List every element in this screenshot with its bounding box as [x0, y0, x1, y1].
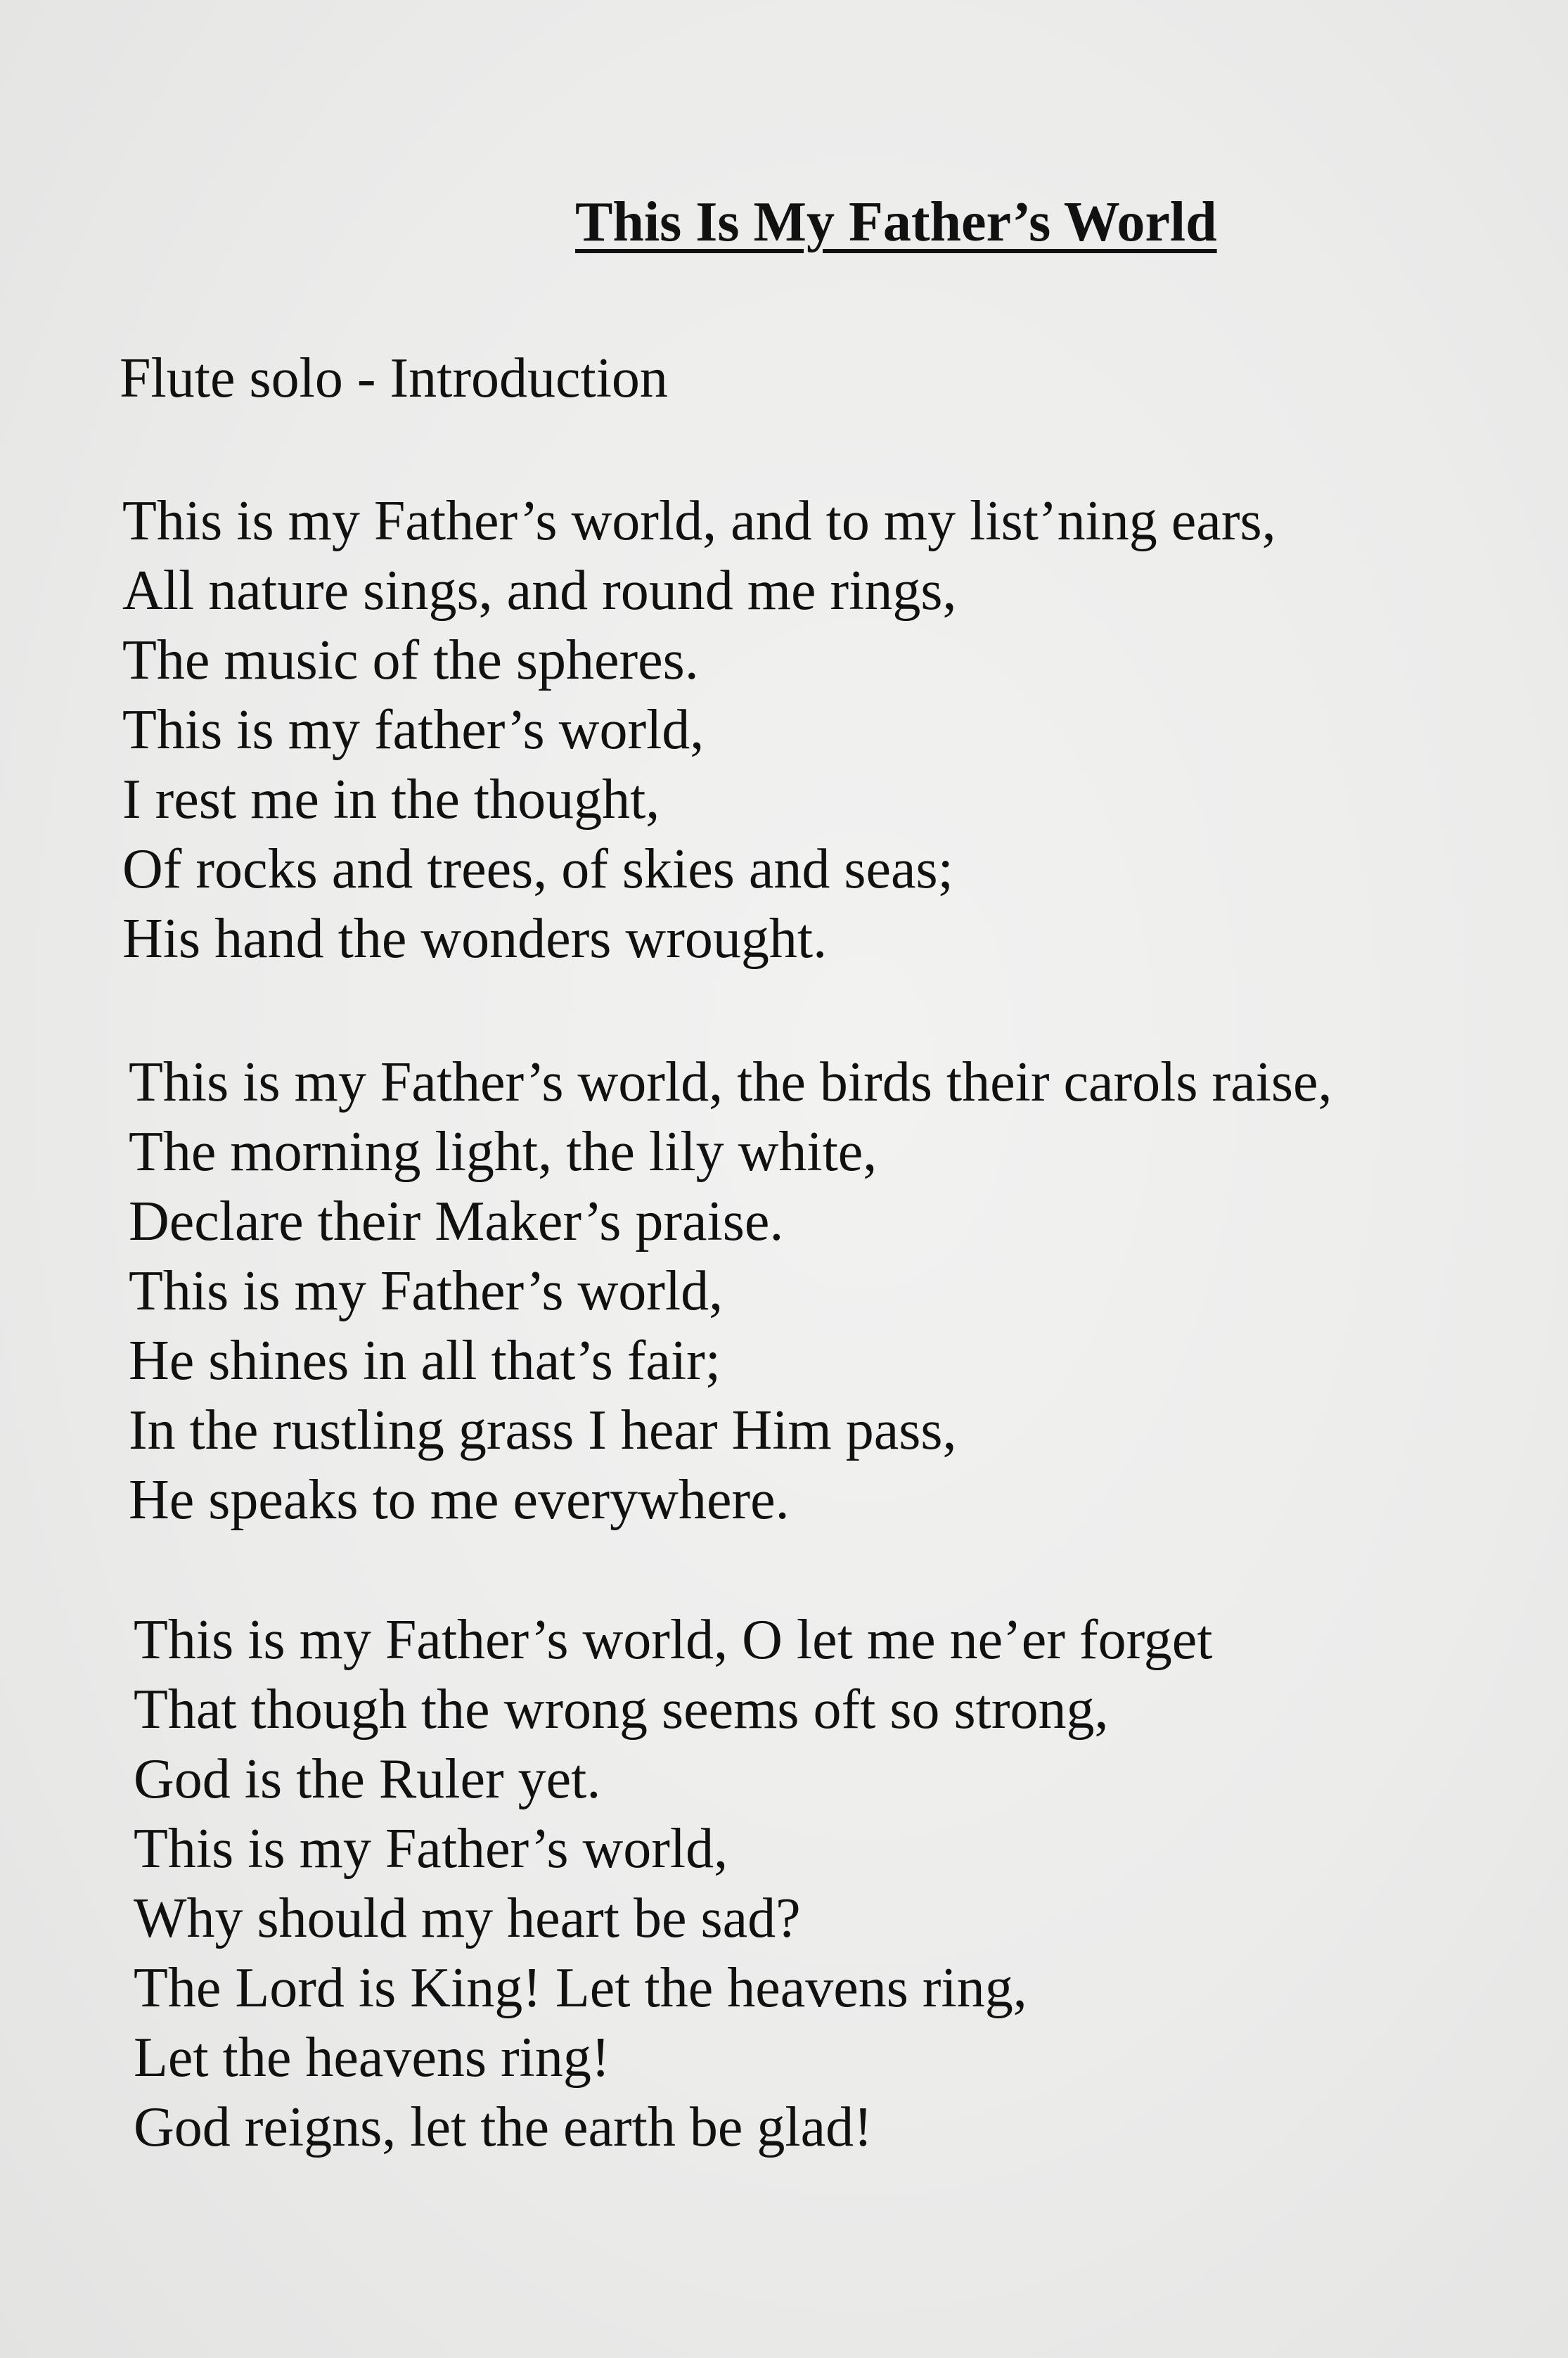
lyric-line: God reigns, let the earth be glad! — [134, 2096, 873, 2158]
lyric-line: Let the heavens ring! — [134, 2027, 610, 2089]
intro-note: Flute solo - Introduction — [120, 347, 668, 409]
lyric-line: This is my Father’s world, O let me ne’er forget — [134, 1609, 1213, 1671]
song-title: This Is My Father’s World — [575, 191, 1217, 253]
lyric-line: This is my father’s world, — [122, 699, 705, 761]
stanza — [122, 487, 1276, 974]
lyric-line: Of rocks and trees, of skies and seas; — [122, 838, 953, 900]
lyric-line: The music of the spheres. — [122, 629, 699, 691]
lyric-line: Declare their Maker’s praise. — [129, 1191, 784, 1252]
lyric-line: This is my Father’s world, — [129, 1260, 724, 1322]
lyric-line: This is my Father’s world, and to my list’ning ears, — [122, 490, 1276, 552]
lyric-line: This is my Father’s world, — [134, 1818, 728, 1880]
lyric-line: In the rustling grass I hear Him pass, — [129, 1399, 957, 1461]
lyric-line: God is the Ruler yet. — [134, 1748, 601, 1810]
stanza — [129, 1048, 1332, 1535]
lyric-line: I rest me in the thought, — [122, 769, 660, 831]
lyric-line: All nature sings, and round me rings, — [122, 560, 957, 622]
stanza — [134, 1606, 1213, 2162]
lyric-line: He shines in all that’s fair; — [129, 1330, 721, 1392]
lyric-line: This is my Father’s world, the birds their carols raise, — [129, 1051, 1332, 1113]
lyric-line: His hand the wonders wrought. — [122, 908, 828, 970]
lyric-line: The morning light, the lily white, — [129, 1121, 878, 1183]
lyric-line: The Lord is King! Let the heavens ring, — [134, 1957, 1027, 2019]
lyric-line: That though the wrong seems oft so strong, — [134, 1679, 1109, 1741]
lyric-line: He speaks to me everywhere. — [129, 1469, 790, 1531]
lyric-line: Why should my heart be sad? — [134, 1888, 801, 1949]
